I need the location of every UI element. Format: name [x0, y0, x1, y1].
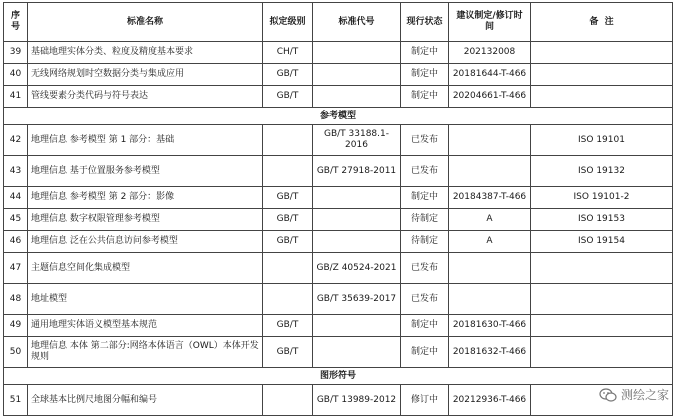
cell-plan — [449, 125, 531, 156]
cell-name: 无线网络规划时空数据分类与集成应用 — [28, 64, 263, 86]
wechat-icon — [599, 388, 617, 402]
cell-remark — [531, 337, 673, 368]
cell-plan: 20204661-T-466 — [449, 86, 531, 108]
cell-code — [313, 337, 401, 368]
cell-remark: ISO 19154 — [531, 231, 673, 253]
cell-status: 已发布 — [401, 156, 449, 187]
cell-name: 地理信息 数字权限管理参考模型 — [28, 209, 263, 231]
cell-name: 地理信息 本体 第二部分:网络本体语言（OWL）本体开发规则 — [28, 337, 263, 368]
cell-remark — [531, 315, 673, 337]
cell-remark: ISO 19101 — [531, 125, 673, 156]
table-row — [4, 253, 673, 284]
cell-plan: 202132008 — [449, 42, 531, 64]
header-remark: 备 注 — [531, 3, 673, 42]
cell-no: 39 — [4, 42, 28, 64]
cell-code — [313, 42, 401, 64]
section-row — [4, 108, 673, 125]
cell-name: 地理信息 参考模型 第 2 部分：影像 — [28, 187, 263, 209]
cell-level: GB/T — [263, 209, 313, 231]
cell-code: GB/T 27918-2011 — [313, 156, 401, 187]
cell-no: 48 — [4, 284, 28, 315]
watermark-text: 测绘之家 — [620, 388, 669, 402]
cell-remark — [531, 86, 673, 108]
cell-code — [313, 64, 401, 86]
table-row — [4, 337, 673, 368]
cell-name: 地址模型 — [28, 284, 263, 315]
cell-remark: ISO 19101-2 — [531, 187, 673, 209]
table-row — [4, 64, 673, 86]
cell-code: GB/T 33188.1-2016 — [313, 125, 401, 156]
cell-level — [263, 125, 313, 156]
cell-name: 地理信息 泛在公共信息访问参考模型 — [28, 231, 263, 253]
cell-remark: ISO 19153 — [531, 209, 673, 231]
header-no: 序号 — [4, 3, 28, 42]
header-plan: 建议制定/修订时间 — [449, 3, 531, 42]
cell-remark — [531, 284, 673, 315]
section-title: 图形符号 — [4, 368, 673, 385]
cell-status: 已发布 — [401, 284, 449, 315]
header-row — [4, 3, 673, 42]
cell-name: 管线要素分类代码与符号表达 — [28, 86, 263, 108]
cell-level — [263, 385, 313, 416]
cell-status: 已发布 — [401, 125, 449, 156]
cell-no: 41 — [4, 86, 28, 108]
cell-code — [313, 86, 401, 108]
cell-code — [313, 315, 401, 337]
cell-code: GB/T 13989-2012 — [313, 385, 401, 416]
cell-no: 40 — [4, 64, 28, 86]
cell-remark — [531, 64, 673, 86]
cell-status: 修订中 — [401, 385, 449, 416]
section-row — [4, 368, 673, 385]
cell-status: 制定中 — [401, 42, 449, 64]
cell-code: GB/Z 40524-2021 — [313, 253, 401, 284]
cell-plan: 20181632-T-466 — [449, 337, 531, 368]
cell-level: GB/T — [263, 64, 313, 86]
cell-remark: ISO 19132 — [531, 156, 673, 187]
cell-name: 基础地理实体分类、粒度及精度基本要求 — [28, 42, 263, 64]
cell-level: GB/T — [263, 187, 313, 209]
cell-code: GB/T 35639-2017 — [313, 284, 401, 315]
cell-level — [263, 284, 313, 315]
cell-status: 制定中 — [401, 86, 449, 108]
cell-remark — [531, 42, 673, 64]
cell-level: GB/T — [263, 231, 313, 253]
standards-table-wrapper — [3, 2, 673, 416]
header-level: 拟定级别 — [263, 3, 313, 42]
cell-no: 44 — [4, 187, 28, 209]
header-code: 标准代号 — [313, 3, 401, 42]
cell-no: 49 — [4, 315, 28, 337]
cell-status: 制定中 — [401, 315, 449, 337]
cell-no: 43 — [4, 156, 28, 187]
cell-name: 全球基本比例尺地图分幅和编号 — [28, 385, 263, 416]
table-row — [4, 86, 673, 108]
cell-no: 47 — [4, 253, 28, 284]
cell-no: 50 — [4, 337, 28, 368]
cell-status: 制定中 — [401, 337, 449, 368]
section-title: 参考模型 — [4, 108, 673, 125]
cell-name: 地理信息 参考模型 第 1 部分：基础 — [28, 125, 263, 156]
table-row — [4, 125, 673, 156]
cell-no: 46 — [4, 231, 28, 253]
cell-code — [313, 231, 401, 253]
header-status: 现行状态 — [401, 3, 449, 42]
cell-code — [313, 187, 401, 209]
cell-plan: 20181644-T-466 — [449, 64, 531, 86]
watermark — [599, 386, 669, 403]
cell-plan: A — [449, 209, 531, 231]
cell-level: GB/T — [263, 315, 313, 337]
cell-status: 制定中 — [401, 187, 449, 209]
cell-remark — [531, 253, 673, 284]
table-row — [4, 231, 673, 253]
cell-plan: 20181630-T-466 — [449, 315, 531, 337]
cell-plan — [449, 156, 531, 187]
cell-level — [263, 156, 313, 187]
cell-level: CH/T — [263, 42, 313, 64]
cell-no: 51 — [4, 385, 28, 416]
cell-level — [263, 253, 313, 284]
cell-status: 已发布 — [401, 253, 449, 284]
cell-status: 制定中 — [401, 64, 449, 86]
cell-no: 45 — [4, 209, 28, 231]
cell-plan: 20212936-T-466 — [449, 385, 531, 416]
cell-plan — [449, 284, 531, 315]
cell-plan: A — [449, 231, 531, 253]
cell-status: 待制定 — [401, 209, 449, 231]
table-row — [4, 156, 673, 187]
cell-plan: 20184387-T-466 — [449, 187, 531, 209]
table-row — [4, 385, 673, 416]
cell-status: 待制定 — [401, 231, 449, 253]
cell-no: 42 — [4, 125, 28, 156]
table-row — [4, 315, 673, 337]
cell-name: 通用地理实体语义模型基本规范 — [28, 315, 263, 337]
table-row — [4, 187, 673, 209]
cell-level: GB/T — [263, 86, 313, 108]
table-row — [4, 209, 673, 231]
header-name: 标准名称 — [28, 3, 263, 42]
table-row — [4, 42, 673, 64]
cell-plan — [449, 253, 531, 284]
cell-name: 地理信息 基于位置服务参考模型 — [28, 156, 263, 187]
standards-table — [3, 2, 673, 416]
cell-name: 主题信息空间化集成模型 — [28, 253, 263, 284]
cell-level: GB/T — [263, 337, 313, 368]
table-row — [4, 284, 673, 315]
cell-code — [313, 209, 401, 231]
